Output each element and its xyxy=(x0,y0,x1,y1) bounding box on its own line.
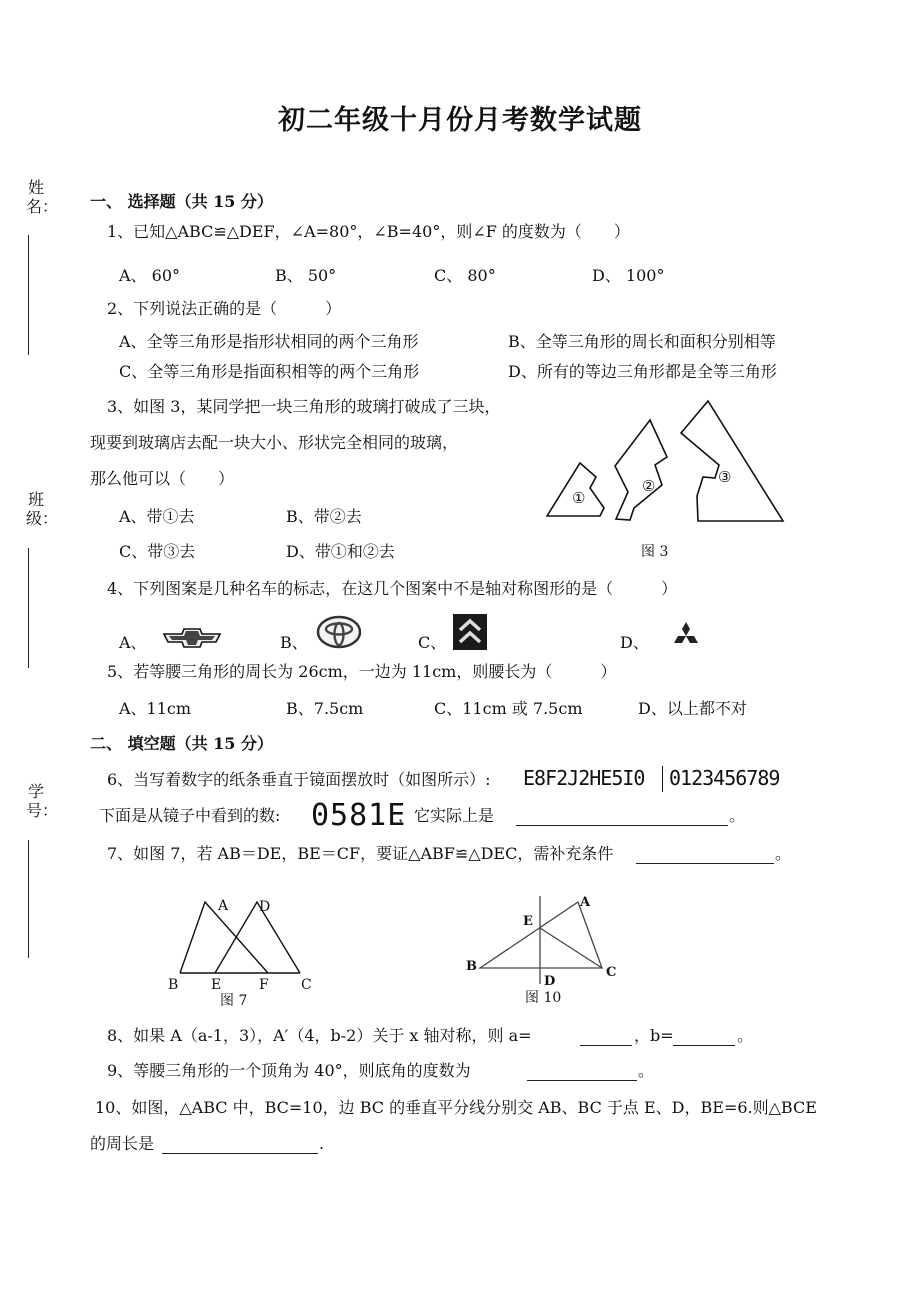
class-label: 班级： xyxy=(26,490,59,528)
mitsubishi-logo xyxy=(668,620,704,648)
q9-answer-blank xyxy=(527,1066,637,1081)
class-line xyxy=(28,548,29,668)
q8-mid: ，b= xyxy=(634,1026,674,1045)
figure-10-caption: 图 10 xyxy=(525,990,562,1006)
mirror-digits: 0581E xyxy=(311,798,407,833)
mirror-line xyxy=(662,766,663,792)
glass-piece-3 xyxy=(681,401,783,521)
q1-option-a: A、 60° xyxy=(119,266,181,285)
page-title: 初二年级十月份月考数学试题 xyxy=(278,105,642,136)
fig10-label-e: E xyxy=(523,914,533,929)
q9-stem: 9、等腰三角形的一个顶角为 40°，则底角的度数为 xyxy=(107,1061,471,1080)
q10-end: . xyxy=(319,1134,325,1153)
q4-option-a: A、 xyxy=(119,633,147,652)
q4-option-d: D、 xyxy=(620,633,649,652)
q4-stem: 4、下列图案是几种名车的标志，在这几个图案中不是轴对称图形的是（ ） xyxy=(107,579,678,598)
fig10-label-b: B xyxy=(466,959,477,974)
mirror-strip-numbers: 0123456789 xyxy=(669,766,780,790)
q5-option-b: B、7.5cm xyxy=(286,699,364,718)
q3-option-b: B、带②去 xyxy=(286,507,362,526)
q3-line1: 3、如图 3，某同学把一块三角形的玻璃打破成了三块， xyxy=(107,397,501,416)
q3-option-d: D、带①和②去 xyxy=(286,542,395,561)
q6-line2-end: 。 xyxy=(729,806,746,825)
q1-stem: 1、已知△ABC≌△DEF，∠A=80°，∠B=40°，则∠F 的度数为（ ） xyxy=(107,222,630,241)
q10-answer-blank xyxy=(162,1139,318,1154)
q5-stem: 5、若等腰三角形的周长为 26cm，一边为 11cm，则腰长为（ ） xyxy=(107,662,617,681)
triangle-abc xyxy=(480,902,602,968)
number-line xyxy=(28,840,29,958)
q2-option-d: D、所有的等边三角形都是全等三角形 xyxy=(508,362,777,381)
fig10-label-c: C xyxy=(606,965,617,980)
q2-option-c: C、全等三角形是指面积相等的两个三角形 xyxy=(119,362,420,381)
number-label: 学号： xyxy=(26,782,59,820)
q4-option-b: B、 xyxy=(280,633,308,652)
mirror-strip-reflection: E8F2J2HE5I0 xyxy=(523,766,645,790)
name-line xyxy=(28,235,29,355)
fig7-label-b: B xyxy=(168,977,179,993)
q3-line2: 现要到玻璃店去配一块大小、形状完全相同的玻璃， xyxy=(90,433,459,452)
fig7-label-f: F xyxy=(259,977,269,993)
q1-option-c: C、 80° xyxy=(434,266,496,285)
q2-option-b: B、全等三角形的周长和面积分别相等 xyxy=(508,332,776,351)
piece-1-label: ① xyxy=(572,489,586,507)
q2-stem: 2、下列说法正确的是（ ） xyxy=(107,299,342,318)
figure-3-caption: 图 3 xyxy=(641,544,669,560)
q10-line1: 10、如图，△ABC 中，BC=10，边 BC 的垂直平分线分别交 AB、BC 于点 E、D，BE=6.则△BCE xyxy=(95,1098,817,1117)
fig10-label-d: D xyxy=(544,974,556,989)
fig7-label-c: C xyxy=(301,977,312,993)
piece-3-label: ③ xyxy=(718,468,732,486)
q8-end: 。 xyxy=(737,1026,754,1045)
fig7-label-a: A xyxy=(218,898,229,914)
q1-option-d: D、 100° xyxy=(592,266,665,285)
citroen-logo xyxy=(453,614,487,650)
q6-line2-start: 下面是从镜子中看到的数: xyxy=(99,806,281,825)
q5-option-d: D、以上都不对 xyxy=(638,699,747,718)
section-fill-heading: 二、 填空题（共 15 分） xyxy=(90,734,273,753)
q10-line2: 的周长是 xyxy=(90,1134,155,1153)
q8-stem: 8、如果 A（a-1，3），A′（4，b-2）关于 x 轴对称，则 a= xyxy=(107,1026,532,1045)
q5-option-c: C、11cm 或 7.5cm xyxy=(434,699,583,718)
q7-answer-blank xyxy=(636,849,774,864)
fig7-label-e: E xyxy=(211,977,222,993)
q5-option-a: A、11cm xyxy=(119,699,192,718)
q3-line3: 那么他可以（ ） xyxy=(90,469,235,488)
q6-line2-middle: ，它实际上是 xyxy=(398,806,495,825)
q7-stem: 7、如图 7，若 AB＝DE，BE＝CF，要证△ABF≌△DEC，需补充条件 xyxy=(107,844,614,863)
segment-ec xyxy=(540,928,602,968)
q9-end: 。 xyxy=(638,1061,655,1080)
q7-end: 。 xyxy=(775,844,792,863)
q4-option-c: C、 xyxy=(418,633,447,652)
chevrolet-logo xyxy=(160,626,224,650)
q6-answer-blank xyxy=(516,811,728,826)
piece-2-label: ② xyxy=(642,477,656,495)
q6-line1: 6、当写着数字的纸条垂直于镜面摆放时（如图所示）: xyxy=(107,770,491,789)
q3-option-a: A、带①去 xyxy=(119,507,195,526)
section-choice-heading: 一、 选择题（共 15 分） xyxy=(90,192,273,211)
figure-7-caption: 图 7 xyxy=(220,993,248,1009)
glass-piece-2 xyxy=(615,420,667,520)
q1-option-b: B、 50° xyxy=(275,266,337,285)
q3-option-c: C、带③去 xyxy=(119,542,196,561)
toyota-logo xyxy=(316,614,362,650)
q8-blank-a xyxy=(580,1031,632,1046)
q2-option-a: A、全等三角形是指形状相同的两个三角形 xyxy=(119,332,419,351)
name-label: 姓名： xyxy=(26,178,59,216)
q8-blank-b xyxy=(673,1031,735,1046)
fig10-label-a: A xyxy=(580,895,591,910)
fig7-label-d: D xyxy=(259,899,271,915)
figure-7-triangles xyxy=(170,895,320,985)
